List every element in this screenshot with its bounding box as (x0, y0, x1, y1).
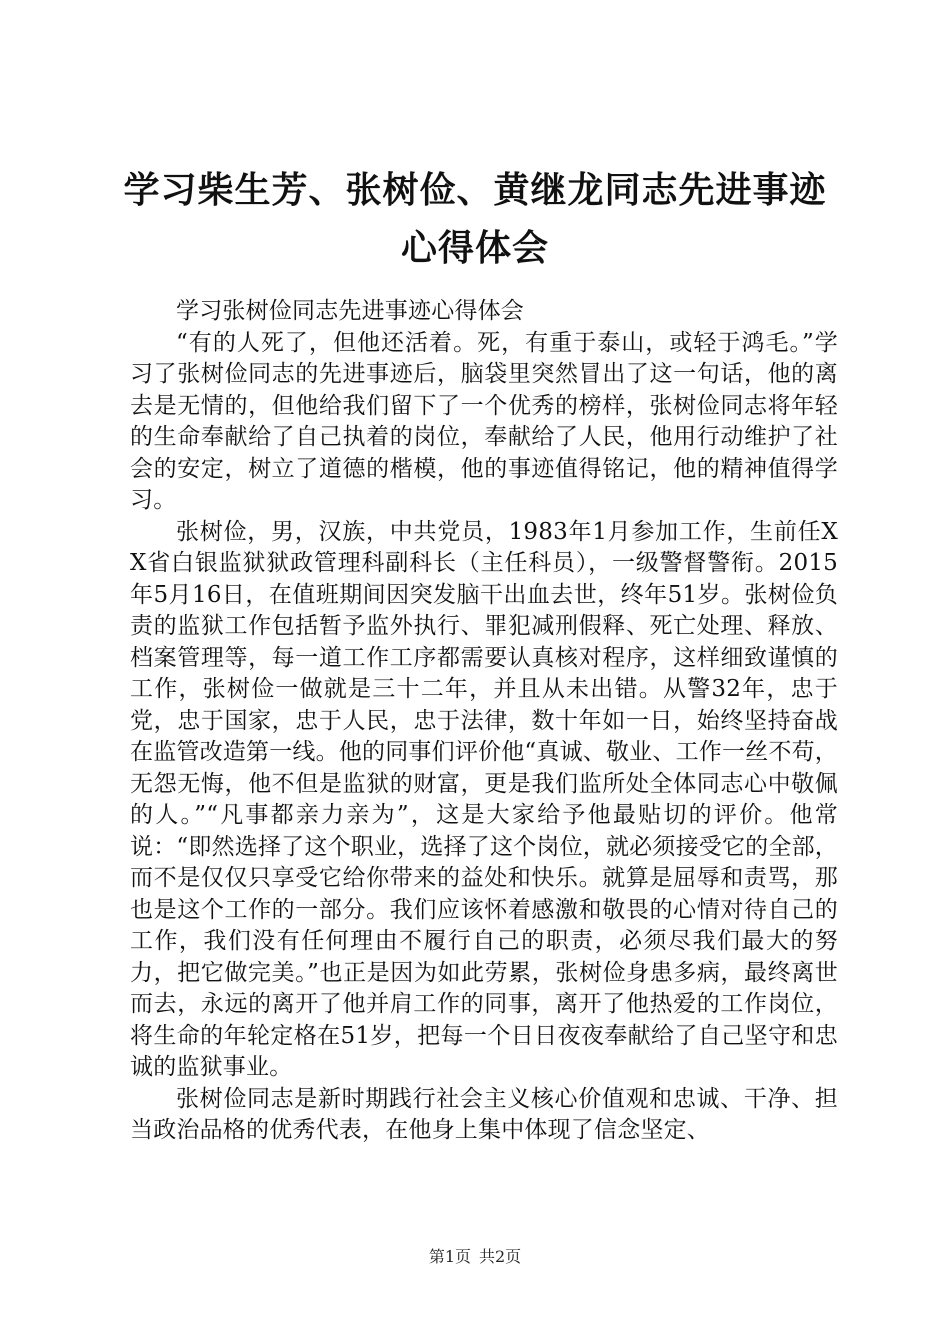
paragraph: 张树俭同志是新时期践行社会主义核心价值观和忠诚、干净、担当政治品格的优秀代表，在他身上集中体现了信念坚定、 (130, 1085, 838, 1143)
document-body (130, 296, 838, 1147)
page-total: 共2页 (479, 1247, 522, 1266)
page-number: 第1页 (428, 1247, 471, 1266)
paragraph: 张树俭，男，汉族，中共党员，1983年1月参加工作，生前任XX省白银监狱狱政管理科副科长（主任科员），一级警督警衔。2015年5月16日，在值班期间因突发脑干出血去世，终年51岁。张树俭负责的监狱工作包括暂予监外执行、罪犯减刑假释、死亡处理、释放、档案管理等，每一道工作工序都需要认真核对程序，这样细致谨慎的工作，张树俭一做就是三十二年，并且从未出错。从警32年，忠于党，忠于国家，忠于人民，忠于法律，数十年如一日，始终坚持奋战在监管改造第一线。他的同事们评价他“真诚、敬业、工作一丝不苟，无怨无悔，他不但是监狱的财富，更是我们监所处全体同志心中敬佩的人。”“凡事都亲力亲为”，这是大家给予他最贴切的评价。他常说：“即然选择了这个职业，选择了这个岗位，就必须接受它的全部，而不是仅仅只享受它给你带来的益处和快乐。就算是屈辱和责骂，那也是这个工作的一部分。我们应该怀着感激和敬畏的心情对待自己的工作，我们没有任何理由不履行自己的职责，必须尽我们最大的努力，把它做完美。”也正是因为如此劳累，张树俭身患多病，最终离世而去，永远的离开了他并肩工作的同事，离开了他热爱的工作岗位，将生命的年轮定格在51岁，把每一个日日夜夜奉献给了自己坚守和忠诚的监狱事业。 (130, 518, 838, 1080)
page-footer (0, 1244, 950, 1267)
paragraph: “有的人死了，但他还活着。死，有重于泰山，或轻于鸿毛。”学习了张树俭同志的先进事迹后，脑袋里突然冒出了这一句话，他的离去是无情的，但他给我们留下了一个优秀的榜样，张树俭同志将年轻的生命奉献给了自己执着的岗位，奉献给了人民，他用行动维护了社会的安定，树立了道德的楷模，他的事迹值得铭记，他的精神值得学习。 (130, 329, 838, 513)
document-title: 学习柴生芳、张树俭、黄继龙同志先进事迹心得体会 (123, 170, 827, 269)
document-subheading: 学习张树俭同志先进事迹心得体会 (176, 298, 524, 324)
